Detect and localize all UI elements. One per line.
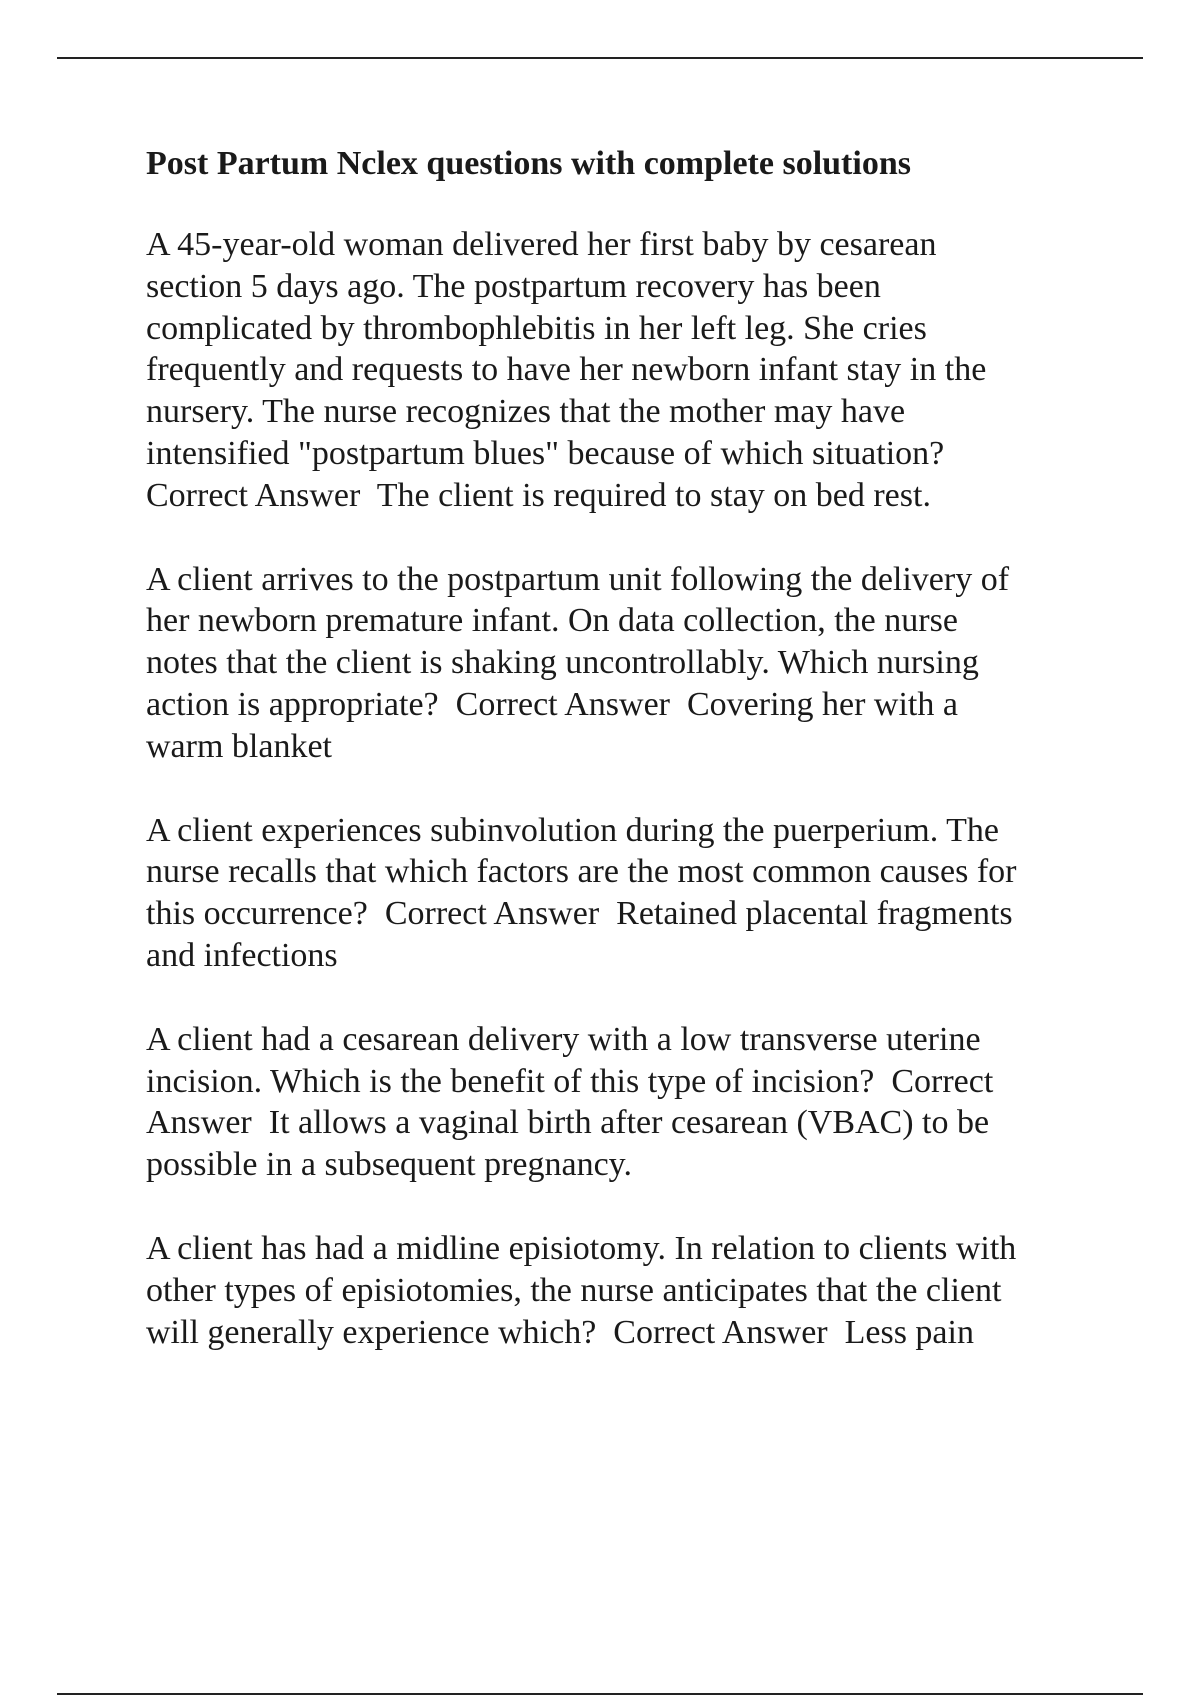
qa-entry-5 [146, 1228, 1086, 1353]
qa-line: possible in a subsequent pregnancy. [146, 1146, 632, 1184]
qa-line: A 45-year-old woman delivered her first baby by cesarean [146, 226, 937, 263]
qa-line: incision. Which is the benefit of this type of incision? Correct [146, 1062, 994, 1100]
qa-line: and infections [146, 936, 338, 974]
qa-line: her newborn premature infant. On data collection, the nurse [146, 602, 958, 640]
qa-line: nurse recalls that which factors are the most common causes for [146, 853, 1017, 891]
qa-line: intensified "postpartum blues" because of which situation? [146, 434, 945, 472]
qa-line: Correct Answer The client is required to stay on bed rest. [146, 476, 931, 514]
qa-line: action is appropriate? Correct Answer Covering her with a [146, 685, 958, 723]
qa-line: notes that the client is shaking uncontrollably. Which nursing [146, 644, 979, 682]
qa-line: other types of episiotomies, the nurse anticipates that the client [146, 1271, 1002, 1309]
qa-line: frequently and requests to have her newborn infant stay in the [146, 351, 987, 389]
qa-line: Answer It allows a vaginal birth after cesarean (VBAC) to be [146, 1104, 990, 1142]
qa-line: A client experiences subinvolution during the puerperium. The [146, 811, 999, 849]
qa-line: will generally experience which? Correct Answer Less pain [146, 1313, 974, 1351]
qa-line: nursery. The nurse recognizes that the mother may have [146, 393, 906, 431]
qa-line: complicated by thrombophlebitis in her left leg. She cries [146, 309, 927, 347]
qa-line: this occurrence? Correct Answer Retained placental fragments [146, 895, 1013, 933]
qa-entry-1 [146, 224, 1086, 517]
qa-line: A client arrives to the postpartum unit following the delivery of [146, 560, 1010, 598]
qa-entry-2 [146, 559, 1086, 768]
qa-line: A client has had a midline episiotomy. In relation to clients with [146, 1229, 1017, 1267]
qa-entry-4 [146, 1019, 1086, 1186]
qa-line: section 5 days ago. The postpartum recovery has been [146, 267, 881, 305]
qa-line: A client had a cesarean delivery with a low transverse uterine [146, 1020, 981, 1058]
document-title: Post Partum Nclex questions with complete solutions [146, 145, 911, 182]
qa-entry-3 [146, 810, 1086, 977]
document-body [146, 142, 1086, 1395]
header-rule [57, 57, 1143, 59]
qa-line: warm blanket [146, 727, 332, 765]
footer-rule [57, 1693, 1143, 1695]
